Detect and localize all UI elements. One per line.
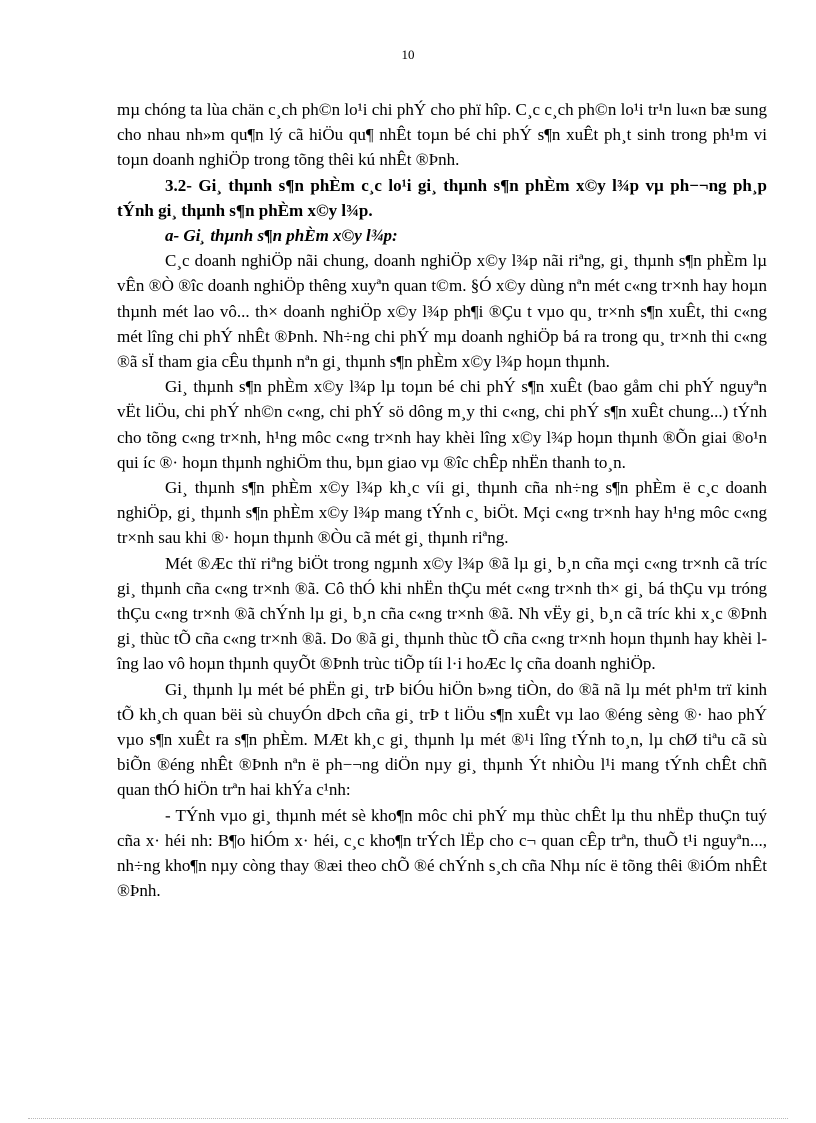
page-number: 10 [401,47,415,62]
paragraph: C¸c doanh nghiÖp nãi chung, doanh nghiÖp x©y l¾p nãi riªng, gi¸ thµnh s¶n phÈm lµ vÊn ®Ò ®îc doanh nghiÖp thêng xuyªn quan t©m. §Ó x©y dùng nªn mét c«ng tr×nh hay hoµn thµnh mét lao vô... th× doanh nghiÖp x©y l¾p ph¶i ®Çu t vµo qu¸ tr×nh s¶n xuÊt, thi c«ng mét lîng chi phÝ nhÊt ®Þnh. Nh÷ng chi phÝ mµ doanh nghiÖp bá ra trong qu¸ tr×nh thi c«ng ®ã sÏ tham gia cÊu thµnh nªn gi¸ thµnh s¶n phÈm x©y l¾p hoµn thµnh. [117,251,767,372]
paragraph-continued: mµ chóng ta lùa chän c¸ch ph©n lo¹i chi phÝ cho phï hîp. C¸c c¸ch ph©n lo¹i tr¹n lu«n bæ sung cho nhau nh»m qu¶n lý cã hiÖu qu¶ nhÊt toµn bé chi phÝ s¶n xuÊt ph¸t sinh trong ph¹m vi toµn doanh nghiÖp trong tõng thêi kú nhÊt ®Þnh. [117,100,767,170]
bottom-divider [28,1118,788,1119]
paragraph: - TÝnh vµo gi¸ thµnh mét sè kho¶n môc chi phÝ mµ thùc chÊt lµ thu nhËp thuÇn tuý cña x· héi nh: B¶o hiÓm x· héi, c¸c kho¶n trÝch lËp cho c¬ quan cÊp trªn, thuÕ t¹i nguyªn..., nh÷ng kho¶n nµy còng thay ®æi theo chÕ ®é chÝnh s¸ch cña Nhµ níc ë tõng thêi ®iÓm nhÊt ®Þnh. [117,805,767,901]
paragraph: Gi¸ thµnh s¶n phÈm x©y l¾p lµ toµn bé chi phÝ s¶n xuÊt (bao gåm chi phÝ nguyªn vËt liÖu, chi phÝ nh©n c«ng, chi phÝ sö dông m¸y thi c«ng, chi phÝ s¶n xuÊt chung...) tÝnh cho tõng c«ng tr×nh, h¹ng môc c«ng tr×nh hay khèi lîng x©y l¾p hoµn thµnh ®Õn giai ®o¹n qui íc ®· hoµn thµnh nghiÖm thu, bµn giao vµ ®îc chÊp nhËn thanh to¸n. [117,377,767,472]
subsection-heading: a- Gi¸ thµnh s¶n phÈm x©y l¾p: [165,226,398,246]
section-heading: 3.2- Gi¸ thµnh s¶n phÈm c¸c lo¹i gi¸ thµnh s¶n phÈm x©y l¾p vµ ph−¬ng ph¸p tÝnh gi¸ thµnh s¶n phÈm x©y l¾p. [117,175,767,220]
paragraph: Gi¸ thµnh s¶n phÈm x©y l¾p kh¸c víi gi¸ thµnh cña nh÷ng s¶n phÈm ë c¸c doanh nghiÖp, gi¸ thµnh s¶n phÈm x©y l¾p mang tÝnh c¸ biÖt. Mçi c«ng tr×nh hay h¹ng môc c«ng tr×nh sau khi ®· hoµn thµnh ®Òu cã mét gi¸ thµnh riªng. [117,478,767,548]
paragraph: Gi¸ thµnh lµ mét bé phËn gi¸ trÞ biÓu hiÖn b»ng tiÒn, do ®ã nã lµ mét ph¹m trï kinh tÕ kh¸ch quan bëi sù chuyÓn dÞch cña gi¸ trÞ t liÖu s¶n xuÊt vµ lao ®éng sèng ®· hao phÝ vµo s¶n xuÊt ra s¶n phÈm. MÆt kh¸c gi¸ thµnh lµ mét ®¹i lîng tÝnh to¸n, lµ chØ tiªu cã sù biÕn ®éng nhÊt ®Þnh nªn ë ph−¬ng diÖn nµy gi¸ thµnh Ýt nhiÒu l¹i mang tÝnh chÊt chñ quan thÓ hiÖn trªn hai khÝa c¹nh: [117,679,767,800]
paragraph: Mét ®Æc thï riªng biÖt trong ngµnh x©y l¾p ®ã lµ gi¸ b¸n cña mçi c«ng tr×nh cã tríc gi¸ thµnh cña c«ng tr×nh ®ã. Cô thÓ khi nhËn thÇu mét c«ng tr×nh th× gi¸ bá thÇu vµ tróng thÇu c«ng tr×nh ®ã chÝnh lµ gi¸ b¸n cña c«ng tr×nh ®ã. Nh vËy gi¸ b¸n cã tríc khi x¸c ®Þnh gi¸ thùc tÕ cña c«ng tr×nh ®ã. Do ®ã gi¸ thµnh thùc tÕ cña c«ng tr×nh hoµn thµnh hay khèi lîng lao vô hoµn thµnh quyÕt ®Þnh trùc tiÕp tíi l·i hoÆc lç cña doanh nghiÖp. [117,553,767,674]
body-text [117,97,767,904]
